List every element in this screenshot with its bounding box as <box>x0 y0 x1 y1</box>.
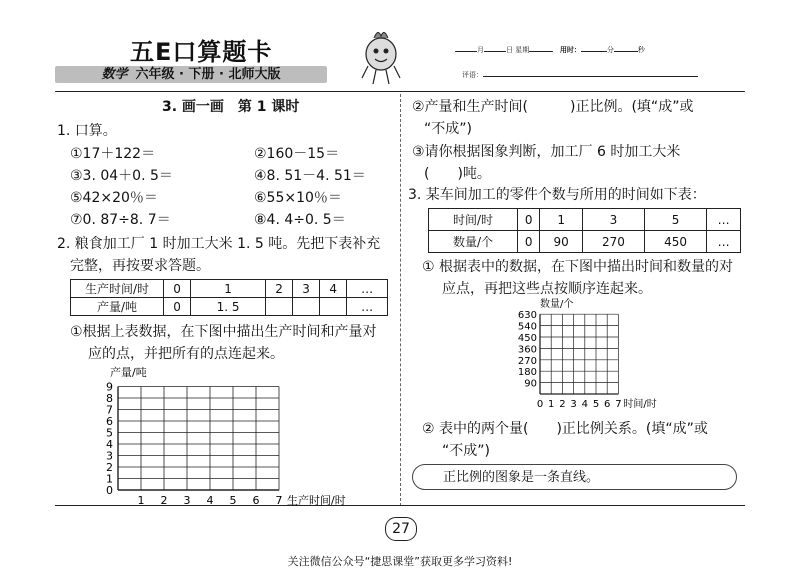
q2-sub2: ②产量和生产时间( )正比例。(填“成”或 <box>412 99 694 115</box>
x-tick-label: 6 <box>604 399 611 410</box>
table-cell: 2 <box>266 280 293 298</box>
table-cell: 90 <box>540 231 582 253</box>
table-row <box>71 280 388 298</box>
table-cell: … <box>707 231 741 253</box>
table-cell: 5 <box>644 209 706 231</box>
q1-item: ④8. 51－4. 51＝ <box>254 168 366 184</box>
tip-box: 正比例的图象是一条直线。 <box>412 464 737 490</box>
y-tick-label: 2 <box>106 461 113 474</box>
x-tick-label: 7 <box>275 494 283 507</box>
table-cell: 生产时间/时 <box>71 280 164 298</box>
table-cell: 产量/吨 <box>71 298 164 316</box>
x-tick-label: 3 <box>570 399 577 410</box>
mascot-illustration <box>356 26 406 88</box>
q3-sub1: ① 根据表中的数据，在下图中描出时间和数量的对 <box>422 259 733 275</box>
section-title: 3. 画一画 第 1 课时 <box>162 99 300 115</box>
q1-item: ③3. 04＋0. 5＝ <box>70 168 173 184</box>
parts-chart[interactable] <box>480 296 680 414</box>
table-cell: 270 <box>582 231 644 253</box>
parts-table <box>428 208 741 253</box>
page-number: 27 <box>385 517 417 541</box>
x-tick-label: 4 <box>206 494 214 507</box>
q3-title: 3. 某车间加工的零件个数与所用的时间如下表： <box>408 187 706 203</box>
table-cell: 450 <box>644 231 706 253</box>
q1-item: ①17＋122＝ <box>70 146 156 162</box>
table-cell-blank[interactable] <box>266 298 293 316</box>
table-cell: 0 <box>518 231 540 253</box>
table-row <box>71 298 388 316</box>
y-tick-label: 4 <box>106 438 113 451</box>
table-cell: 3 <box>582 209 644 231</box>
table-cell: … <box>707 209 741 231</box>
subject-band <box>55 66 327 83</box>
table-cell: 0 <box>518 209 540 231</box>
q1-item: ⑤42×20％＝ <box>70 190 158 206</box>
y-tick-label: 1 <box>106 472 113 486</box>
y-tick-label: 8 <box>106 392 113 405</box>
x-tick-label: 5 <box>592 399 600 410</box>
q2-sub2: “不成”) <box>424 121 472 137</box>
footer-divider <box>55 505 745 506</box>
x-tick-label: 4 <box>581 399 588 410</box>
q1-item: ②160－15＝ <box>254 146 340 162</box>
table-cell: … <box>347 280 388 298</box>
q1-item: ⑥55×10％＝ <box>254 190 342 206</box>
y-tick-label: 9 <box>106 380 113 394</box>
y-tick-label: 3 <box>106 449 113 463</box>
y-tick-label: 630 <box>517 310 537 322</box>
q2-sub1: ①根据上表数据，在下图中描出生产时间和产量对 <box>70 324 377 340</box>
comment-line: 评语： <box>462 70 698 80</box>
x-tick-label: 1 <box>548 399 555 410</box>
table-cell: … <box>347 298 388 316</box>
table-cell: 3 <box>293 280 320 298</box>
production-chart[interactable] <box>96 362 386 510</box>
y-tick-label: 6 <box>106 415 113 428</box>
y-tick-label: 270 <box>517 355 537 367</box>
table-cell: 0 <box>164 280 191 298</box>
q1-item: ⑦0. 87÷8. 7＝ <box>70 212 171 228</box>
q2-sub1: 应的点，并把所有的点连起来。 <box>88 346 284 362</box>
table-cell: 时间/时 <box>429 209 518 231</box>
table-cell: 1 <box>540 209 582 231</box>
y-tick-label: 540 <box>517 321 537 333</box>
production-table <box>70 279 388 316</box>
q2-sub3: ( )吨。 <box>424 166 491 182</box>
x-axis-label: 生产时间/时 <box>287 494 346 507</box>
x-tick-label: 0 <box>536 399 544 410</box>
x-tick-label: 1 <box>137 494 145 507</box>
grade-info: 六年级 · 下册 · 北师大版 <box>135 67 281 82</box>
table-cell: 1. 5 <box>191 298 266 316</box>
table-cell: 1 <box>191 280 266 298</box>
y-axis-label: 产量/吨 <box>110 366 147 379</box>
q3-sub2: ② 表中的两个量( )正比例关系。(填“成”或 <box>422 421 708 437</box>
x-tick-label: 7 <box>615 399 622 410</box>
x-tick-label: 5 <box>229 494 237 507</box>
x-axis-label: 时间/时 <box>623 399 657 410</box>
table-cell: 4 <box>320 280 347 298</box>
q2-text: 2. 粮食加工厂 1 时加工大米 1. 5 吨。先把下表补充 <box>57 236 381 252</box>
table-cell: 0 <box>164 298 191 316</box>
x-tick-label: 2 <box>559 399 566 410</box>
y-axis-label: 数量/个 <box>540 299 574 310</box>
footer-note: 关注微信公众号“捷思课堂”获取更多学习资料! <box>287 555 513 568</box>
x-tick-label: 2 <box>160 494 168 507</box>
y-tick-label: 360 <box>517 344 537 356</box>
date-line: 月 日 星期 用时： 分 秒 <box>455 45 645 55</box>
workbook-logo: 五E口算题卡 <box>130 38 273 66</box>
subject-label: 数学 <box>101 67 128 82</box>
table-cell-blank[interactable] <box>320 298 347 316</box>
x-tick-label: 3 <box>183 494 191 507</box>
y-tick-label: 450 <box>517 333 537 344</box>
table-cell: 数量/个 <box>429 231 518 253</box>
table-cell-blank[interactable] <box>293 298 320 316</box>
y-tick-label: 5 <box>106 426 113 440</box>
q2-sub3: ③请你根据图象判断，加工厂 6 时加工大米 <box>412 144 681 160</box>
q3-sub1: 应点，再把这些点按顺序连起来。 <box>442 281 652 297</box>
q2-text: 完整，再按要求答题。 <box>70 258 210 274</box>
y-tick-label: 0 <box>106 484 113 497</box>
q1-item: ⑧4. 4÷0. 5＝ <box>254 212 346 228</box>
column-divider <box>400 94 401 506</box>
x-tick-label: 6 <box>252 494 260 507</box>
y-tick-label: 7 <box>106 403 113 417</box>
y-tick-label: 90 <box>524 378 537 390</box>
q3-sub2: “不成”) <box>442 443 490 459</box>
q1-title: 1. 口算。 <box>57 123 117 139</box>
y-tick-label: 180 <box>517 367 537 379</box>
table-row <box>429 231 741 253</box>
header-divider <box>55 91 745 92</box>
table-row <box>429 209 741 231</box>
